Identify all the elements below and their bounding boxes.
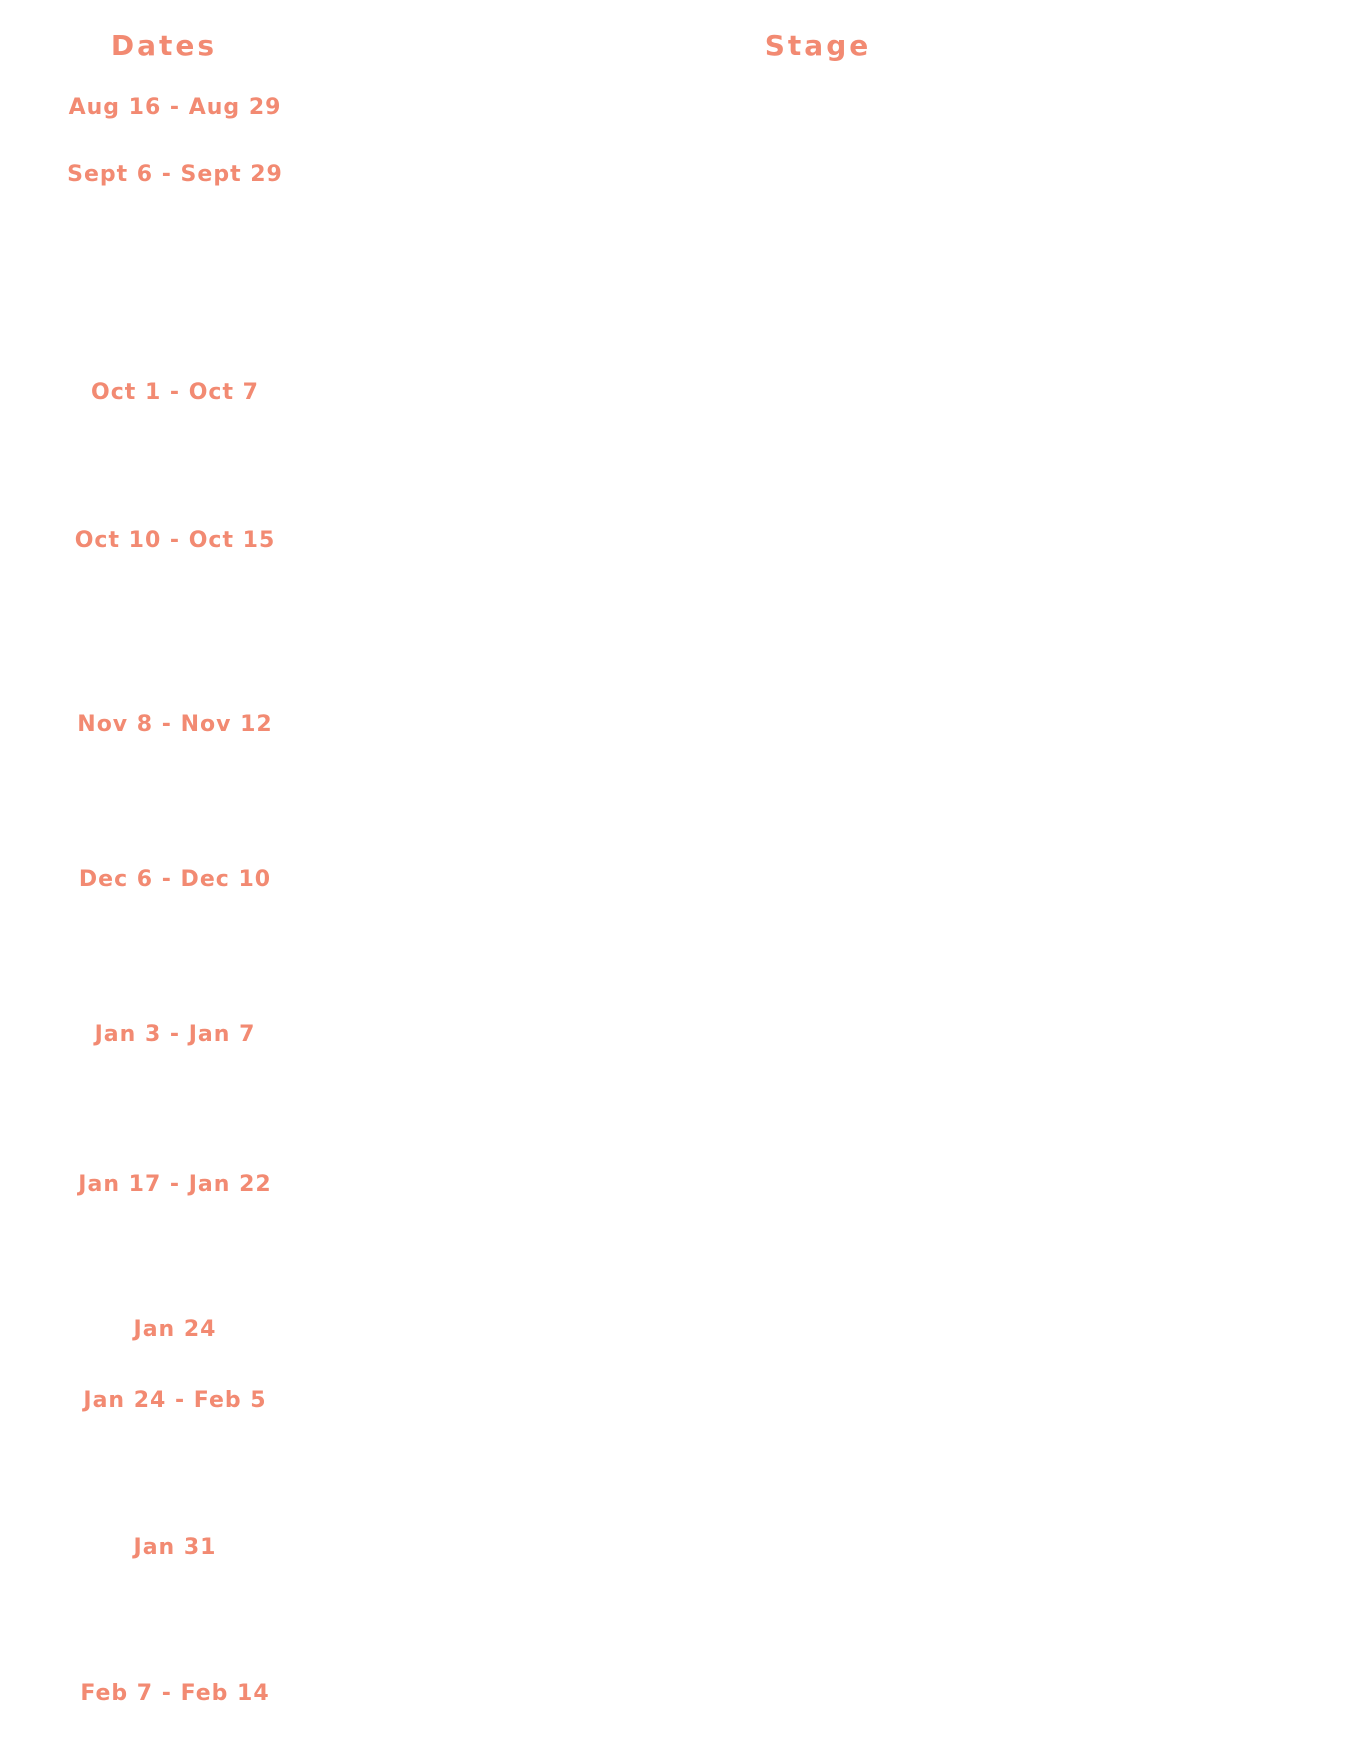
date-row: Jan 31: [133, 1535, 217, 1560]
date-row: Jan 3 - Jan 7: [94, 1022, 256, 1047]
date-row: Jan 17 - Jan 22: [78, 1172, 272, 1197]
dates-column-header: Dates: [110, 29, 218, 62]
date-row: Jan 24: [133, 1317, 217, 1342]
date-row: Nov 8 - Nov 12: [77, 712, 273, 737]
date-row: Sept 6 - Sept 29: [67, 162, 283, 187]
date-row: Dec 6 - Dec 10: [78, 867, 272, 892]
date-row: Oct 10 - Oct 15: [74, 528, 276, 553]
date-row: Oct 1 - Oct 7: [91, 380, 259, 405]
date-row: Jan 24 - Feb 5: [83, 1388, 267, 1413]
stage-column-header: Stage: [764, 29, 872, 62]
date-row: Aug 16 - Aug 29: [68, 95, 282, 120]
date-row: Feb 7 - Feb 14: [80, 1681, 270, 1706]
